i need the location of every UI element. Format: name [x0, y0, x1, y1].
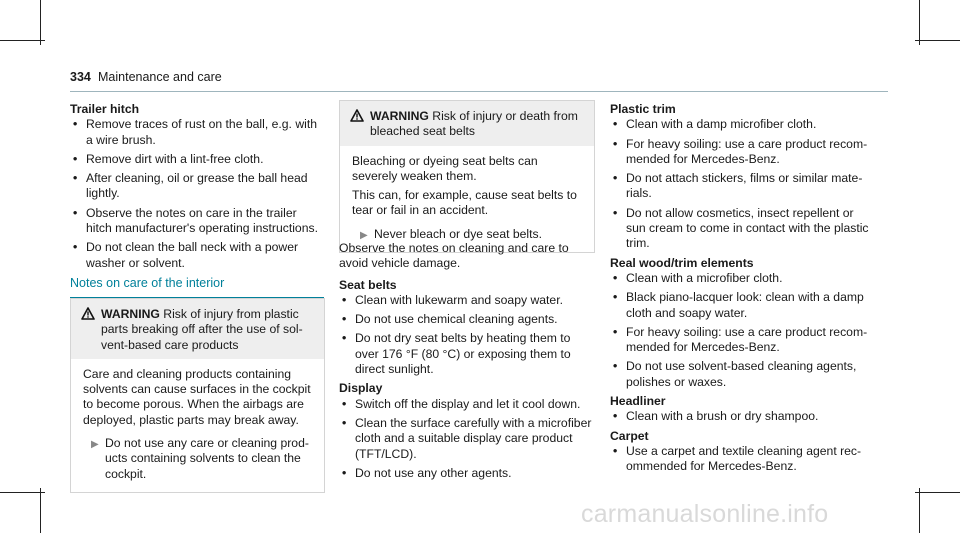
warning-text: WARNING Risk of injury from plastic parts breaking off after the use of solvent-based care products — [101, 307, 303, 352]
crop-mark — [919, 488, 920, 533]
bullet-dot: • — [342, 465, 347, 480]
seat-belts-list — [339, 293, 597, 377]
wood-trim-heading: Real wood/trim elements — [610, 255, 754, 270]
carpet-list — [610, 444, 870, 475]
list-item: • Do not use solvent-based cleaning agents, polishes or waxes. — [613, 359, 857, 389]
arrow-right-icon: ▶ — [91, 439, 99, 451]
list-item: • Clean the surface carefully with a microfiber cloth and a suitable display care product (TFT/LCD). — [342, 415, 592, 461]
warning-box-belts — [339, 100, 595, 253]
list-item: • Observe the notes on care in the trailer hitch manufacturer's operating instructions. — [73, 205, 318, 236]
plastic-trim-list — [610, 117, 870, 251]
warning-body — [71, 359, 324, 492]
bullet-dot: • — [613, 270, 618, 285]
page-header-title: Maintenance and care — [98, 70, 222, 84]
seat-belts-heading: Seat belts — [339, 277, 397, 292]
warning-description: This can, for example, cause seat belts to tear or fail in an accident. — [352, 188, 577, 218]
warning-triangle-icon — [81, 307, 95, 324]
headliner-heading: Headliner — [610, 394, 666, 409]
bullet-dot: • — [73, 151, 78, 166]
trailer-hitch-heading: Trailer hitch — [70, 102, 140, 116]
bullet-dot: • — [73, 240, 78, 255]
bullet-dot: • — [73, 171, 78, 186]
crop-mark — [40, 488, 41, 533]
bullet-dot: • — [613, 359, 618, 374]
plastic-trim-heading: Plastic trim — [610, 102, 676, 116]
display-heading: Display — [339, 381, 383, 396]
list-item: • Do not use chemical cleaning agents. — [342, 312, 558, 327]
crop-mark — [919, 0, 920, 45]
list-item: • Clean with lukewarm and soapy water. — [342, 292, 563, 307]
crop-mark — [0, 492, 45, 493]
list-item: • Do not attach stickers, films or similar materials. — [613, 171, 863, 201]
column-left — [70, 102, 325, 275]
arrow-right-icon: ▶ — [360, 229, 368, 241]
wood-trim-list — [610, 271, 870, 390]
list-item: • Do not use any other agents. — [342, 465, 512, 480]
display-list — [339, 397, 597, 481]
crop-mark — [40, 0, 41, 45]
bullet-dot: • — [613, 136, 618, 151]
interior-section — [70, 276, 324, 298]
list-item: • Remove dirt with a lint-free cloth. — [73, 151, 264, 166]
bullet-dot: • — [613, 409, 618, 424]
watermark: carmanualsonline.info — [581, 500, 829, 528]
list-item: • Clean with a microfiber cloth. — [613, 270, 783, 285]
bullet-dot: • — [613, 205, 618, 220]
list-item: • Black piano-lacquer look: clean with a damp cloth and soapy water. — [613, 290, 864, 320]
warning-description: Bleaching or dyeing seat belts can severely weaken them. — [352, 153, 538, 183]
bullet-dot: • — [613, 443, 618, 458]
carpet-heading: Carpet — [610, 428, 649, 443]
list-item: • Do not dry seat belts by heating them to over 176 °F (80 °C) or exposing them to direct sunlight. — [342, 331, 571, 377]
bullet-dot: • — [73, 205, 78, 220]
bullet-dot: • — [342, 292, 347, 307]
list-item: • Clean with a brush or dry shampoo. — [613, 409, 819, 424]
crop-mark — [0, 40, 45, 41]
list-item: • For heavy soiling: use a care product recommended for Mercedes-Benz. — [613, 136, 868, 166]
headliner-list — [610, 409, 870, 424]
list-item: • After cleaning, oil or grease the ball head lightly. — [73, 171, 308, 201]
observe-note: Observe the notes on cleaning and care to avoid vehicle damage. — [339, 241, 569, 271]
crop-mark — [915, 40, 960, 41]
bullet-dot: • — [613, 324, 618, 339]
bullet-dot: • — [342, 331, 347, 346]
column-right — [610, 102, 870, 479]
warning-triangle-icon — [350, 109, 364, 126]
trailer-hitch-list — [70, 117, 325, 271]
list-item: • Remove traces of rust on the ball, e.g. with a wire brush. — [73, 117, 317, 147]
bullet-dot: • — [342, 415, 347, 430]
list-item: • For heavy soiling: use a care product recommended for Mercedes-Benz. — [613, 324, 868, 355]
warning-action: ▶ Do not use any care or cleaning products containing solvents to clean the cockpit. — [91, 436, 309, 481]
bullet-dot: • — [342, 312, 347, 327]
bullet-dot: • — [342, 396, 347, 411]
bullet-dot: • — [613, 117, 618, 132]
bullet-dot: • — [73, 117, 78, 132]
header-divider — [70, 91, 888, 92]
bullet-dot: • — [613, 290, 618, 305]
warning-header — [71, 299, 324, 359]
list-item: • Do not clean the ball neck with a power washer or solvent. — [73, 240, 299, 270]
warning-description: Care and cleaning products containing solvents can cause surfaces in the cockpit to become porous. When the airbags are deployed, plastic parts may break away. — [83, 366, 311, 427]
crop-mark — [915, 492, 960, 493]
list-item: • Use a carpet and textile cleaning agent recommended for Mercedes-Benz. — [613, 443, 862, 474]
warning-action: ▶ Never bleach or dye seat belts. — [352, 227, 584, 242]
warning-body — [340, 146, 594, 252]
list-item: • Clean with a damp microfiber cloth. — [613, 117, 817, 132]
warning-box-plastic — [70, 298, 325, 493]
warning-header — [340, 101, 594, 146]
warning-text: WARNING Risk of injury or death from bleached seat belts — [370, 109, 578, 139]
bullet-dot: • — [613, 171, 618, 186]
page-number: 334 — [70, 70, 91, 84]
section-title: Notes on care of the interior — [70, 276, 225, 290]
list-item: • Do not allow cosmetics, insect repellent or sun cream to come in contact with the plastic trim. — [613, 205, 869, 251]
list-item: • Switch off the display and let it cool down. — [342, 396, 581, 411]
column-middle — [339, 241, 597, 485]
